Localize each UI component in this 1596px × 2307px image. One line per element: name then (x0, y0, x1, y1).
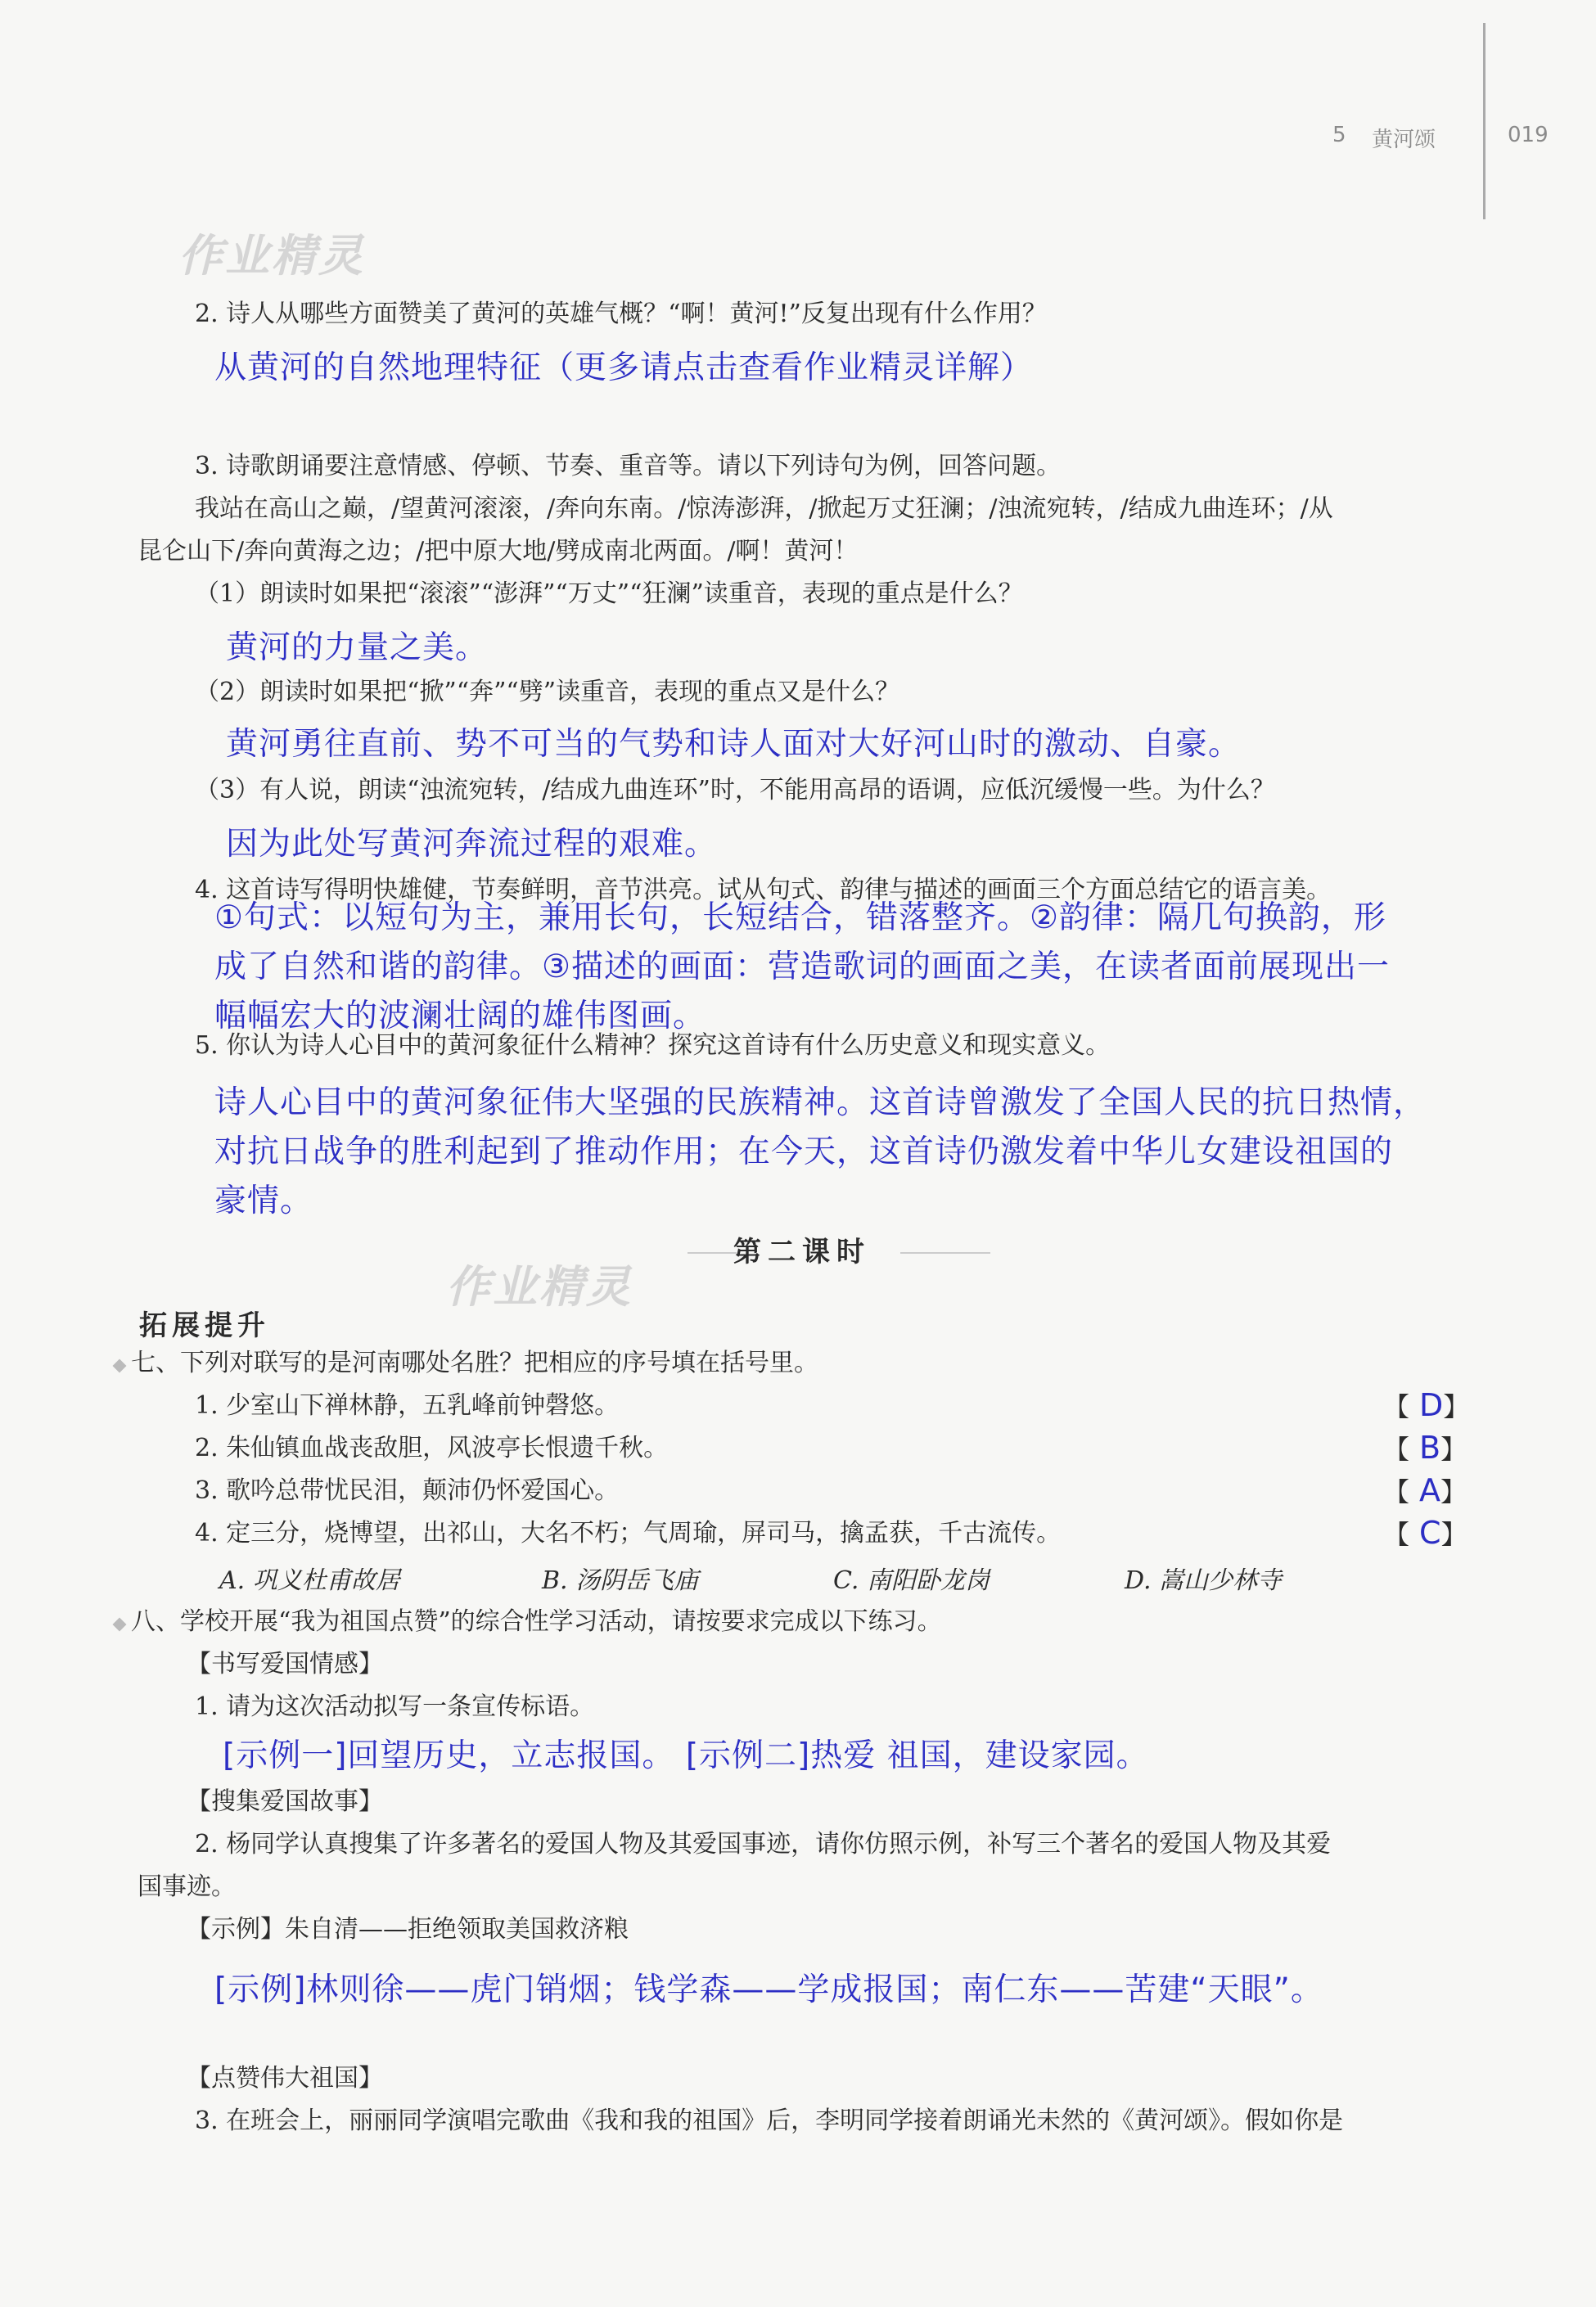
title-rule-right (900, 1252, 990, 1254)
option-b: B. 汤阴岳飞庙 (542, 1566, 699, 1595)
part3-question: 3. 在班会上，丽丽同学演唱完歌曲《我和我的祖国》后，李明同学接着朗诵光未然的《黄河颂》。假如你是 (195, 2106, 1344, 2135)
page-number: 019 (1508, 123, 1549, 147)
part1-title: 【书写爱国情感】 (187, 1650, 383, 1678)
watermark: 作业精灵 (178, 230, 365, 282)
part2-question-line-1: 2. 杨同学认真搜集了许多著名的爱国人物及其爱国事迹，请你仿照示例，补写三个著名的爱国人物及其爱 (195, 1830, 1332, 1859)
question-3-1: （1）朗读时如果把“滚滚”“澎湃”“万丈”“狂澜”读重音，表现的重点是什么？ (195, 579, 1023, 608)
diamond-icon (113, 1359, 127, 1373)
part2-example: 【示例】朱自清——拒绝领取美国救济粮 (187, 1915, 629, 1944)
answer-3-1: 黄河的力量之美。 (226, 629, 489, 666)
question-3-2: （2）朗读时如果把“掀”“奔”“劈”读重音，表现的重点又是什么？ (195, 678, 900, 706)
part1-question: 1. 请为这次活动拟写一条宣传标语。 (195, 1692, 595, 1721)
q7-answer-1: 【D】 (1383, 1387, 1480, 1423)
answer-5-line-3: 豪情。 (214, 1183, 313, 1219)
question-5: 5. 你认为诗人心目中的黄河象征什么精神？探究这首诗有什么历史意义和现实意义。 (195, 1031, 1111, 1060)
q7-item-4: 4. 定三分，烧博望，出祁山，大名不朽；气周瑜，屏司马，擒孟获，千古流传。 (195, 1519, 1062, 1548)
option-d: D. 嵩山少林寺 (1125, 1566, 1283, 1595)
option-c: C. 南阳卧龙岗 (833, 1566, 990, 1595)
chapter-number: 5 (1332, 123, 1346, 147)
answer-4-line-3: 幅幅宏大的波澜壮阔的雄伟图画。 (214, 998, 706, 1034)
chapter-title: 黄河颂 (1372, 128, 1436, 152)
question-2: 2. 诗人从哪些方面赞美了黄河的英雄气概？“啊！黄河!”反复出现有什么作用？ (195, 300, 1047, 328)
section-title: 拓展提升 (139, 1309, 270, 1342)
q7-item-1: 1. 少室山下禅林静，五乳峰前钟磬悠。 (195, 1391, 620, 1420)
q7-answer-3: 【A】 (1383, 1472, 1477, 1508)
part1-answer: [示例一]回望历史，立志报国。 [示例二]热爱 祖国，建设家园。 (223, 1737, 1149, 1774)
q7-answer-2: 【B】 (1383, 1430, 1477, 1466)
question-8: 八、学校开展“我为祖国点赞”的综合性学习活动，请按要求完成以下练习。 (115, 1604, 942, 1640)
diamond-icon (113, 1618, 127, 1632)
part2-question-line-2: 国事迹。 (138, 1872, 236, 1901)
q7-item-2: 2. 朱仙镇血战丧敌胆，风波亭长恨遗千秋。 (195, 1434, 669, 1462)
answer-2: 从黄河的自然地理特征（更多请点击查看作业精灵详解） (214, 349, 1034, 386)
lesson-title: 第二课时 (733, 1236, 871, 1268)
q7-answer-4: 【C】 (1383, 1515, 1477, 1551)
answer-3-2: 黄河勇往直前、势不可当的气势和诗人面对大好河山时的激动、自豪。 (226, 726, 1242, 763)
poem-line-1: 我站在高山之巅，/望黄河滚滚，/奔向东南。/惊涛澎湃，/掀起万丈狂澜；/浊流宛转，/结成九曲连环；/从 (195, 494, 1333, 523)
watermark: 作业精灵 (446, 1261, 633, 1313)
part2-title: 【搜集爱国故事】 (187, 1787, 383, 1816)
answer-4-line-1: ①句式：以短句为主，兼用长句，长短结合，错落整齐。②韵律：隔几句换韵，形 (214, 899, 1386, 936)
part3-title: 【点赞伟大祖国】 (187, 2064, 383, 2093)
header-divider (1483, 23, 1486, 219)
part2-answer: [示例]林则徐——虎门销烟；钱学森——学成报国；南仁东——苦建“天眼”。 (214, 1971, 1323, 2008)
question-3-3: （3）有人说，朗读“浊流宛转，/结成九曲连环”时，不能用高昂的语调，应低沉缓慢一些。为什么？ (195, 776, 1275, 804)
question-3: 3. 诗歌朗诵要注意情感、停顿、节奏、重音等。请以下列诗句为例，回答问题。 (195, 452, 1062, 480)
answer-3-3: 因为此处写黄河奔流过程的艰难。 (226, 826, 718, 863)
question-7: 七、下列对联写的是河南哪处名胜？把相应的序号填在括号里。 (115, 1345, 818, 1381)
answer-5-line-2: 对抗日战争的胜利起到了推动作用；在今天，这首诗仍激发着中华儿女建设祖国的 (214, 1133, 1394, 1170)
poem-line-2: 昆仑山下/奔向黄海之边；/把中原大地/劈成南北两面。/啊！黄河！ (138, 537, 859, 565)
answer-4-line-2: 成了自然和谐的韵律。③描述的画面：营造歌词的画面之美，在读者面前展现出一 (214, 948, 1390, 985)
option-a: A. 巩义杜甫故居 (219, 1566, 400, 1595)
answer-5-line-1: 诗人心目中的黄河象征伟大坚强的民族精神。这首诗曾激发了全国人民的抗日热情， (214, 1084, 1427, 1121)
question-4: 4. 这首诗写得明快雄健，节奏鲜明，音节洪亮。试从句式、韵律与描述的画面三个方面总结它的语言美。 (195, 876, 1332, 904)
title-rule-left (688, 1252, 737, 1254)
q7-item-3: 3. 歌吟总带忧民泪，颠沛仍怀爱国心。 (195, 1476, 620, 1505)
